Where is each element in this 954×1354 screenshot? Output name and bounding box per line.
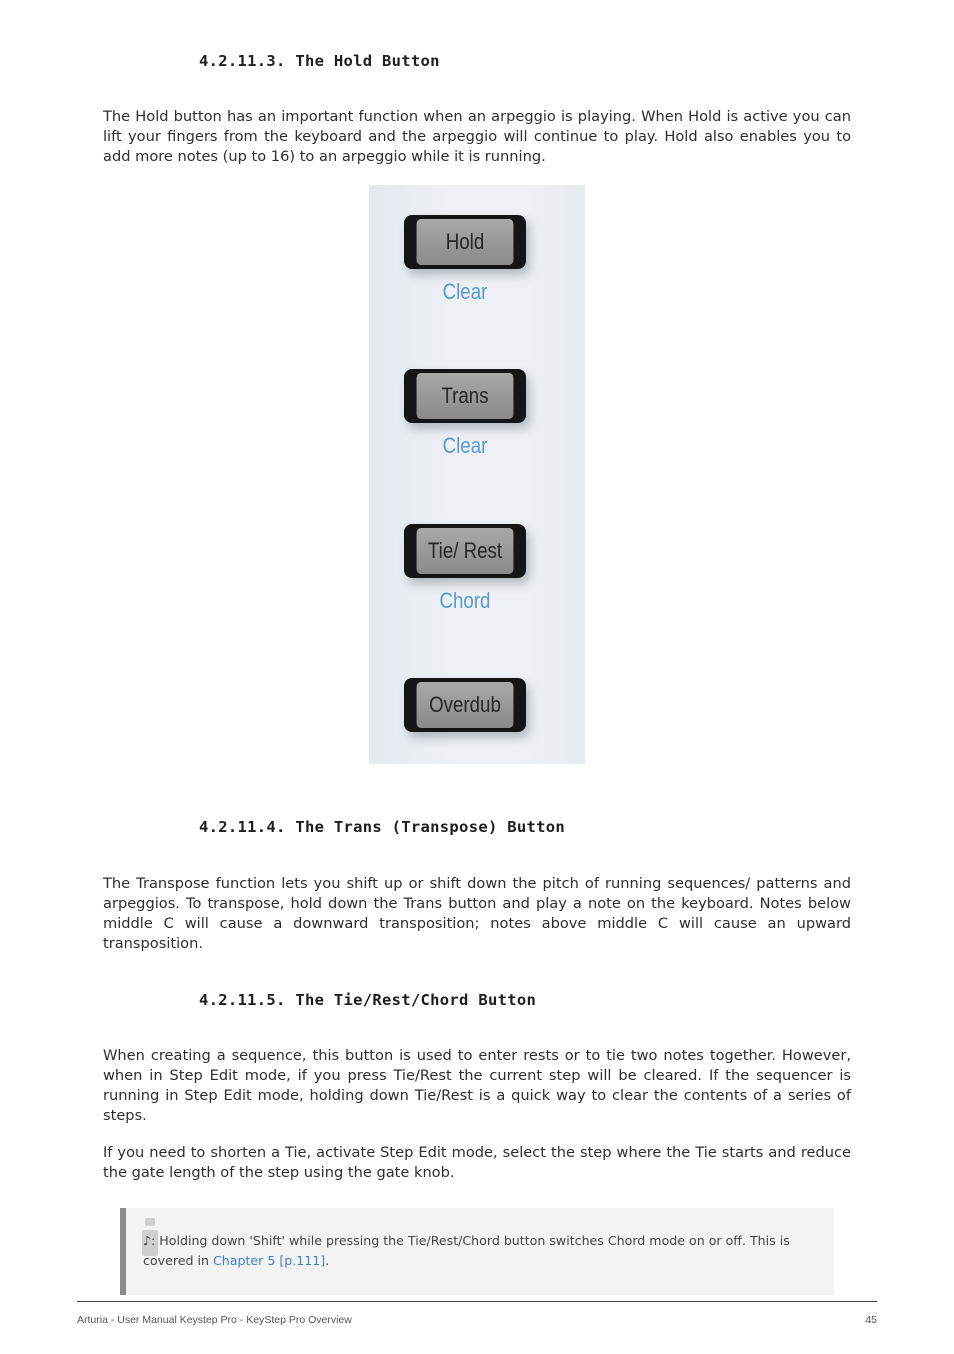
trans-button-image — [404, 369, 526, 423]
section-heading-hold: 4.2.11.3. The Hold Button — [199, 52, 440, 70]
hold-button-label: Hold — [417, 219, 514, 265]
note-text — [143, 1231, 823, 1271]
footer-divider — [77, 1301, 877, 1302]
note-text-before: ♪: Holding down 'Shift' while pressing the Tie/Rest/Chord button switches Chord mode on or off. This is covered in — [143, 1233, 790, 1268]
info-note — [120, 1208, 834, 1295]
paragraph-hold: The Hold button has an important function when an arpeggio is playing. When Hold is active you can lift your fingers from the keyboard and the arpeggio will continue to play. Hold also enables you to add more notes (up to 16) to an arpeggio while it is running. — [103, 108, 851, 165]
hold-button-image — [404, 215, 526, 269]
tie-rest-secondary-label: Chord — [439, 588, 491, 613]
paragraph-trans: The Transpose function lets you shift up or shift down the pitch of running sequences/ patterns and arpeggios. To transpose, hold down the Trans button and play a note on the keyboard. Notes below middle C will cause a downward transposition; notes above middle C will cause an upward transposition. — [103, 875, 851, 952]
hold-secondary-label: Clear — [442, 279, 488, 304]
tie-rest-button-label: Tie/ Rest — [417, 528, 514, 574]
overdub-button-label: Overdub — [417, 682, 514, 728]
paragraph-tie-rest-1: When creating a sequence, this button is used to enter rests or to tie two notes together. However, when in Step Edit mode, if you press Tie/Rest the current step will be cleared. If the sequencer is running in Step Edit mode, holding down Tie/Rest is a quick way to clear the contents of a series of steps. — [103, 1047, 851, 1124]
footer-title: Arturia - User Manual Keystep Pro - KeyStep Pro Overview — [77, 1314, 352, 1326]
tie-rest-button-image — [404, 524, 526, 578]
paragraph-tie-rest-2: If you need to shorten a Tie, activate Step Edit mode, select the step where the Tie starts and reduce the gate length of the step using the gate knob. — [103, 1144, 851, 1181]
note-text-after: . — [325, 1253, 330, 1268]
trans-button-label: Trans — [417, 373, 514, 419]
trans-secondary-label: Clear — [442, 433, 488, 458]
section-heading-tie-rest-chord: 4.2.11.5. The Tie/Rest/Chord Button — [199, 991, 537, 1009]
section-heading-trans: 4.2.11.4. The Trans (Transpose) Button — [199, 818, 566, 836]
page-number: 45 — [865, 1314, 877, 1326]
chapter-5-link[interactable]: Chapter 5 [p.111] — [212, 1253, 326, 1268]
overdub-button-image — [404, 678, 526, 732]
buttons-figure — [369, 185, 585, 764]
